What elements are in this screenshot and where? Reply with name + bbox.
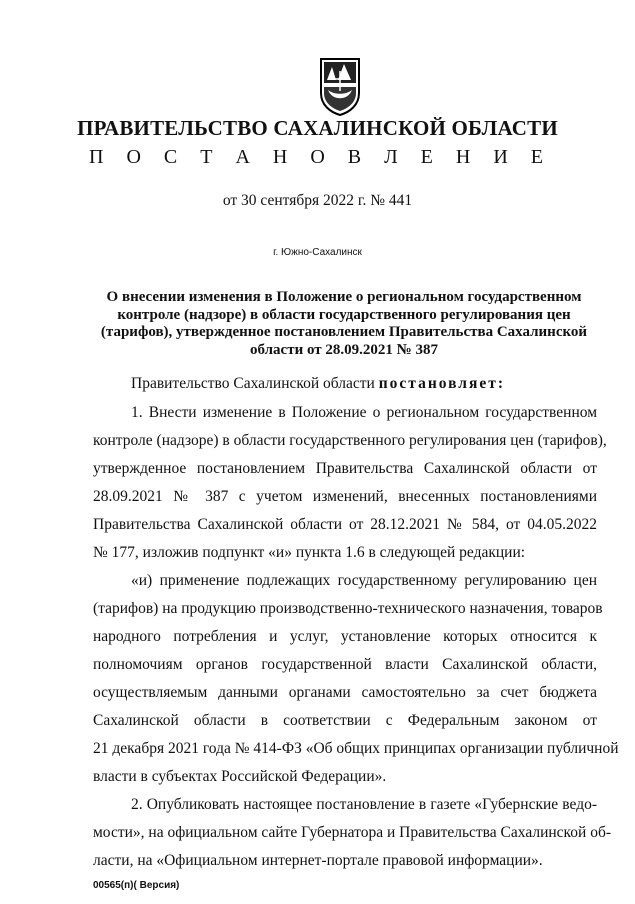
body-line: утвержденное постановлением Правительства Сахалинской области от — [93, 460, 597, 477]
body-line: 2. Опубликовать настоящее постановление в газете «Губернские ведо- — [131, 796, 597, 813]
city: г. Южно-Сахалинск — [273, 247, 362, 258]
document-type: П О С Т А Н О В Л Е Н И Е — [89, 146, 552, 168]
coat-of-arms-emblem — [318, 57, 362, 117]
document-title — [98, 289, 590, 359]
body-line: № 177, изложив подпункт «и» пункта 1.6 в следующей редакции: — [93, 544, 526, 561]
body-line: 28.09.2021 № 387 с учетом изменений, внесенных постановлениями — [93, 488, 597, 505]
body-line: осуществляемым данными органами самостоятельно за счет бюджета — [93, 684, 597, 701]
body-line: контроле (надзоре) в области государственного регулирования цен (тарифов), — [93, 432, 607, 449]
intro-text: Правительство Сахалинской области — [131, 375, 375, 392]
intro-paragraph — [131, 374, 505, 394]
body-line: Сахалинской области в соответствии с Федеральным законом от — [93, 712, 597, 729]
body-line: ласти, на «Официальном интернет-портале правовой информации». — [93, 852, 543, 869]
title-line: О внесении изменения в Положение о региональном государственном — [106, 289, 582, 305]
body-line: народного потребления и услуг, установление которых относится к — [93, 628, 597, 645]
body-line: власти в субъектах Российской Федерации». — [93, 768, 387, 785]
intro-verb: постановляет: — [378, 375, 506, 392]
body-line: 21 декабря 2021 года № 414-ФЗ «Об общих принципах организации публичной — [93, 740, 619, 757]
date-and-number: от 30 сентября 2022 г. № 441 — [222, 192, 413, 209]
government-name: ПРАВИТЕЛЬСТВО САХАЛИНСКОЙ ОБЛАСТИ — [77, 116, 558, 140]
body-line: Правительства Сахалинской области от 28.12.2021 № 584, от 04.05.2022 — [93, 516, 597, 533]
body-line: (тарифов) на продукцию производственно-технического назначения, товаров — [93, 600, 603, 617]
body-line: 1. Внести изменение в Положение о региональном государственном — [131, 404, 597, 421]
title-line: области от 28.09.2021 № 387 — [250, 341, 438, 358]
body-line: полномочиям органов государственной власти Сахалинской области, — [93, 656, 597, 673]
title-line: (тарифов), утвержденное постановлением Правительства Сахалинской — [100, 324, 588, 340]
body-line: «и) применение подлежащих государственному регулированию цен — [131, 572, 597, 589]
body-line: мости», на официальном сайте Губернатора и Правительства Сахалинской об- — [93, 824, 612, 841]
title-line: контроле (надзоре) в области государственного регулирования цен — [117, 306, 571, 323]
footer-code: 00565(п)( Версия) — [93, 880, 180, 891]
